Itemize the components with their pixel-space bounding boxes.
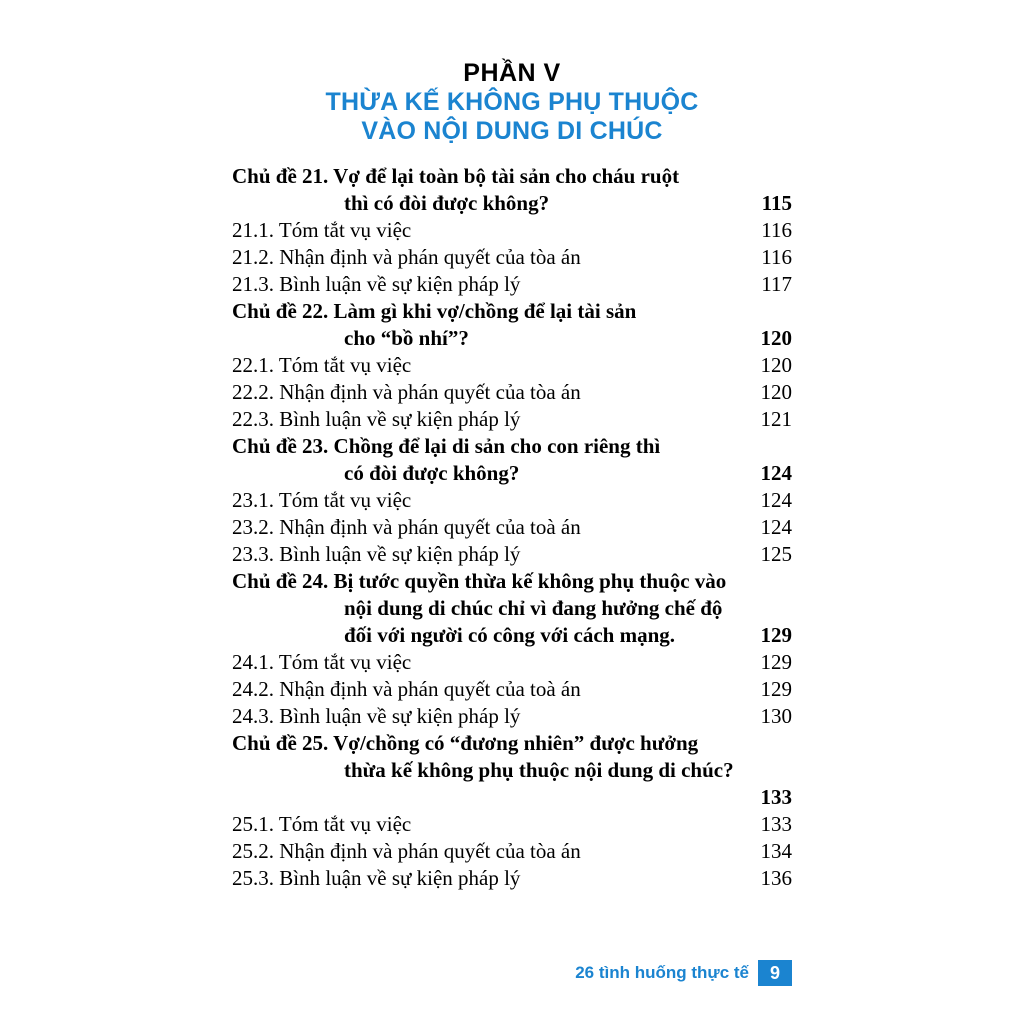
section-heading [0, 58, 1024, 146]
toc-entry-label: 23.3. Bình luận về sự kiện pháp lý [232, 542, 521, 566]
part-title-line-1: THỪA KẾ KHÔNG PHỤ THUỘC [325, 88, 699, 116]
toc-subentry-row [232, 217, 792, 244]
toc-subentry-row [232, 514, 792, 541]
toc-entry-label: nội dung di chúc chỉ vì đang hưởng chế độ [344, 596, 723, 620]
toc-entry-label: Chủ đề 25. Vợ/chồng có “đương nhiên” được hưởng [232, 731, 699, 755]
toc-subentry-row [232, 379, 792, 406]
toc-entry-page-number: 120 [760, 353, 792, 377]
toc-entry-label: 25.1. Tóm tắt vụ việc [232, 812, 412, 836]
toc-entry-label: 25.3. Bình luận về sự kiện pháp lý [232, 866, 521, 890]
toc-topic-row [232, 622, 792, 649]
toc-entry-label: Chủ đề 22. Làm gì khi vợ/chồng để lại tài sản [232, 299, 637, 323]
toc-topic-row [232, 298, 792, 325]
toc-topic-row [232, 730, 792, 757]
toc-entry-page-number: 129 [760, 650, 792, 674]
toc-subentry-row [232, 352, 792, 379]
toc-subentry-row [232, 541, 792, 568]
footer-page-number: 9 [758, 960, 792, 986]
toc-topic-row [232, 325, 792, 352]
toc-subentry-row [232, 865, 792, 892]
toc-entry-label: thì có đòi được không? [344, 191, 550, 215]
part-title-line-2: VÀO NỘI DUNG DI CHÚC [361, 117, 663, 145]
toc-entry-page-number: 116 [761, 218, 792, 242]
toc-entry-label: 24.1. Tóm tắt vụ việc [232, 650, 412, 674]
toc-entry-label: thừa kế không phụ thuộc nội dung di chúc? [344, 758, 734, 782]
toc-entry-page-number: 129 [760, 623, 792, 647]
toc-topic-row [232, 163, 792, 190]
toc-topic-row [232, 784, 792, 811]
toc-entry-label: 23.1. Tóm tắt vụ việc [232, 488, 412, 512]
toc-entry-label: cho “bồ nhí”? [344, 326, 469, 350]
toc-entry-label: 24.3. Bình luận về sự kiện pháp lý [232, 704, 521, 728]
toc-entry-page-number: 133 [760, 812, 792, 836]
toc-entry-page-number: 124 [760, 488, 792, 512]
toc-topic-row [232, 595, 792, 622]
toc-entry-page-number: 120 [760, 326, 792, 350]
toc-subentry-row [232, 244, 792, 271]
toc-subentry-row [232, 487, 792, 514]
toc-entry-page-number: 116 [761, 245, 792, 269]
toc-entry-page-number: 130 [760, 704, 792, 728]
toc-entry-page-number: 120 [760, 380, 792, 404]
page-footer [575, 960, 792, 986]
toc-entry-label: 22.1. Tóm tắt vụ việc [232, 353, 412, 377]
toc-topic-row [232, 190, 792, 217]
toc-entry-label: Chủ đề 24. Bị tước quyền thừa kế không phụ thuộc vào [232, 569, 727, 593]
toc-subentry-row [232, 406, 792, 433]
footer-title: 26 tình huống thực tế [575, 963, 749, 982]
toc-entry-label: 25.2. Nhận định và phán quyết của tòa án [232, 839, 581, 863]
toc-entry-page-number: 133 [760, 785, 792, 809]
toc-entry-label: 23.2. Nhận định và phán quyết của toà án [232, 515, 581, 539]
toc-entry-label: 21.3. Bình luận về sự kiện pháp lý [232, 272, 521, 296]
toc-subentry-row [232, 811, 792, 838]
toc-topic-row [232, 568, 792, 595]
toc-subentry-row [232, 676, 792, 703]
toc-topic-row [232, 460, 792, 487]
toc-entry-page-number: 136 [760, 866, 792, 890]
toc-entry-page-number: 121 [760, 407, 792, 431]
toc-entry-page-number: 129 [760, 677, 792, 701]
toc-topic-row [232, 757, 792, 784]
toc-entry-label: 22.3. Bình luận về sự kiện pháp lý [232, 407, 521, 431]
toc-entry-label: 21.2. Nhận định và phán quyết của tòa án [232, 245, 581, 269]
toc-subentry-row [232, 703, 792, 730]
toc-entry-label: Chủ đề 21. Vợ để lại toàn bộ tài sản cho cháu ruột [232, 164, 680, 188]
toc-entry-page-number: 134 [760, 839, 792, 863]
toc-topic-row [232, 433, 792, 460]
toc-entry-label: Chủ đề 23. Chồng để lại di sản cho con riêng thì [232, 434, 661, 458]
part-label: PHẦN V [463, 59, 561, 87]
toc-entry-label: 24.2. Nhận định và phán quyết của toà án [232, 677, 581, 701]
toc-entry-page-number: 124 [760, 461, 792, 485]
toc-entry-page-number: 117 [761, 272, 792, 296]
toc-entry-page-number: 124 [760, 515, 792, 539]
toc-subentry-row [232, 271, 792, 298]
toc-entry-label: đối với người có công với cách mạng. [344, 623, 675, 647]
toc-subentry-row [232, 838, 792, 865]
toc-entry-page-number: 125 [760, 542, 792, 566]
toc-entry-label: 21.1. Tóm tắt vụ việc [232, 218, 412, 242]
table-of-contents [232, 163, 792, 892]
toc-entry-label: có đòi được không? [344, 461, 520, 485]
toc-entry-page-number: 115 [761, 191, 792, 215]
toc-subentry-row [232, 649, 792, 676]
toc-entry-label: 22.2. Nhận định và phán quyết của tòa án [232, 380, 581, 404]
